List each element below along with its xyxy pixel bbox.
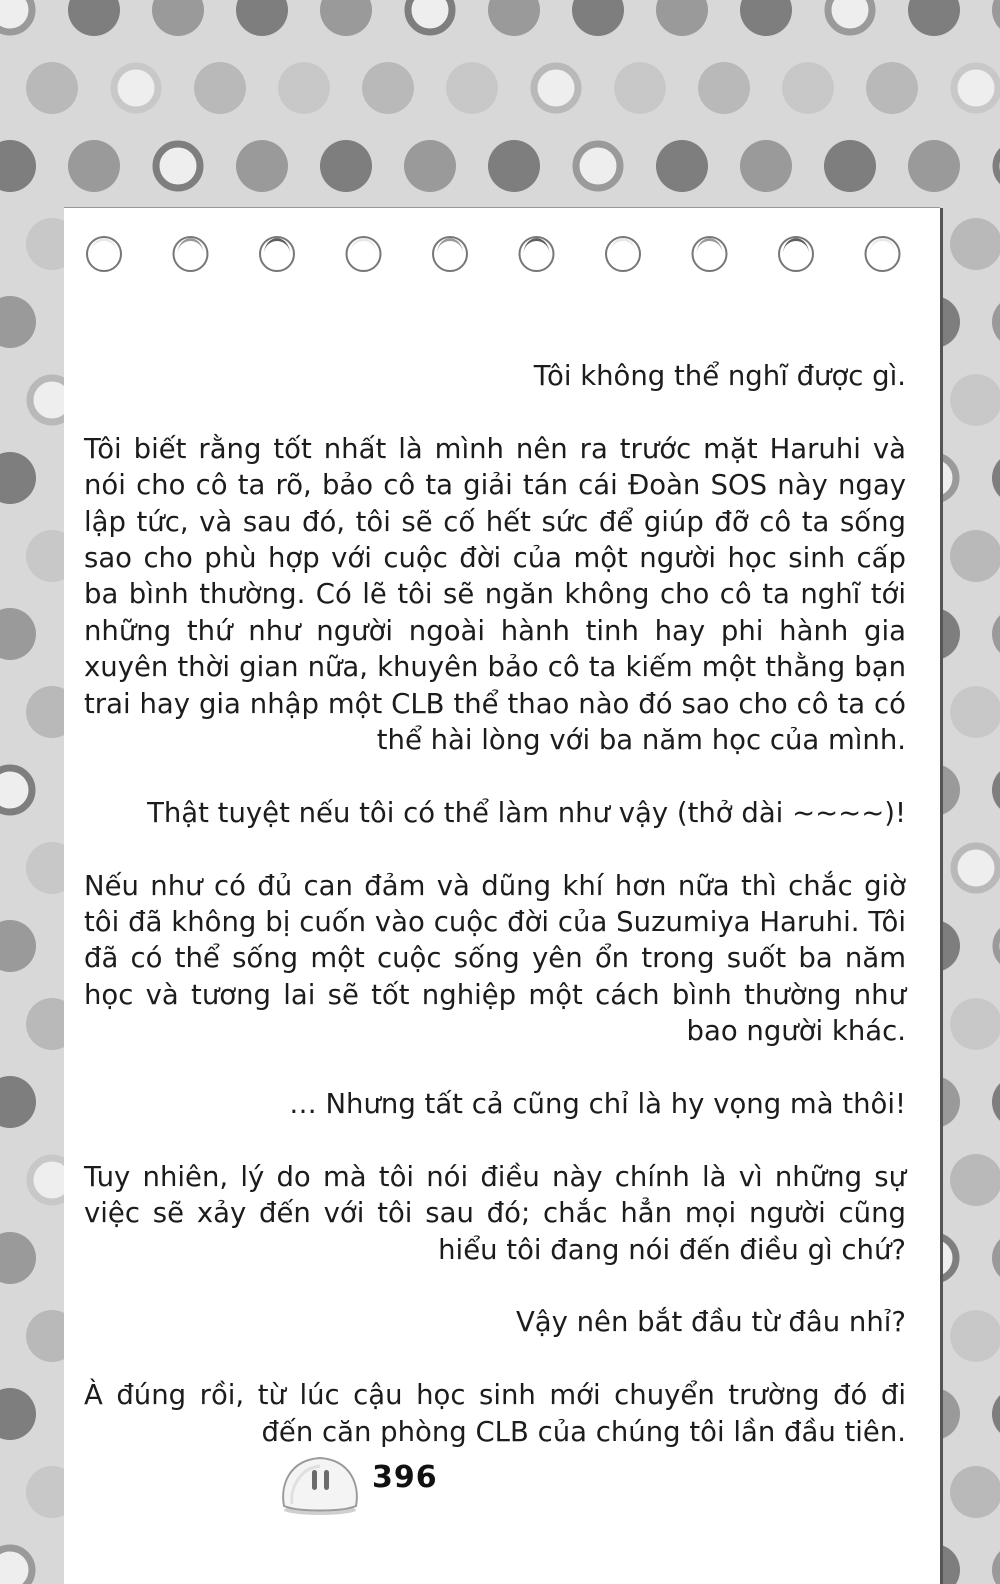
- binder-rings: [84, 234, 920, 274]
- background-dot: [0, 1076, 36, 1128]
- page-number: 396: [372, 1460, 438, 1495]
- binder-ring-icon: [693, 237, 727, 271]
- blob-mascot-icon: [272, 1448, 368, 1518]
- background-dot: [156, 144, 200, 188]
- background-dot: [0, 452, 36, 504]
- background-dot: [698, 62, 750, 114]
- background-dot: [362, 62, 414, 114]
- background-dot: [950, 218, 1000, 270]
- background-dot: [908, 0, 960, 36]
- background-dot: [866, 62, 918, 114]
- background-dot: [996, 144, 1000, 188]
- background-dot: [740, 0, 792, 36]
- background-dot: [0, 1388, 36, 1440]
- page-footer: [272, 1448, 512, 1518]
- background-dot: [320, 0, 372, 36]
- background-dot: [0, 140, 36, 192]
- background-dot: [828, 0, 872, 32]
- background-dot: [278, 62, 330, 114]
- background-dot: [992, 1544, 1000, 1584]
- background-dot: [954, 66, 998, 110]
- background-dot: [824, 140, 876, 192]
- binder-ring-icon: [520, 237, 554, 271]
- background-dot: [68, 0, 120, 36]
- background-dot: [68, 140, 120, 192]
- background-dot: [740, 140, 792, 192]
- background-dot: [996, 924, 1000, 968]
- background-dot: [26, 62, 78, 114]
- paragraph-7: Vậy nên bắt đầu từ đâu nhỉ?: [515, 1306, 906, 1339]
- background-dot: [0, 768, 32, 812]
- background-dot: [0, 608, 36, 660]
- background-dot: [576, 144, 620, 188]
- background-dot: [408, 0, 452, 32]
- binder-ring-icon: [174, 237, 208, 271]
- background-dot: [782, 62, 834, 114]
- background-dot: [320, 140, 372, 192]
- background-dot: [534, 66, 578, 110]
- background-dot: [992, 452, 1000, 504]
- background-dot: [0, 1548, 32, 1584]
- background-dot: [0, 0, 32, 32]
- background-dot: [992, 1076, 1000, 1128]
- binder-ring-icon: [260, 237, 294, 271]
- background-dot: [954, 846, 998, 890]
- background-dot: [950, 998, 1000, 1050]
- binder-ring-icon: [779, 237, 813, 271]
- background-dot: [950, 1310, 1000, 1362]
- background-dot: [992, 1232, 1000, 1284]
- background-dot: [236, 140, 288, 192]
- background-dot: [614, 62, 666, 114]
- paragraph-1: Tôi không thể nghĩ được gì.: [533, 360, 906, 392]
- binder-ring-icon: [87, 237, 121, 271]
- background-dot: [488, 140, 540, 192]
- background-dot: [194, 62, 246, 114]
- page-text: [84, 358, 906, 1486]
- book-page: [64, 208, 940, 1584]
- background-dot: [992, 608, 1000, 660]
- background-dot: [236, 0, 288, 36]
- paragraph-2: Tôi biết rằng tốt nhất là mình nên ra trước mặt Haruhi và nói cho cô ta rõ, bảo cô ta giải tán cái Đoàn SOS này ngay lập tức, và sau đó, tôi sẽ cố hết sức để giúp đỡ cô ta sống sao cho phù hợp với cuộc đời của một người học sinh cấp ba bình thường. Có lẽ tôi sẽ ngăn không cho cô ta nghĩ tới những thứ như người ngoài hành tinh hay phi hành gia xuyên thời gian nữa, khuyên bảo cô ta kiếm một thằng bạn trai hay gia nhập một CLB thể thao nào đó sao cho cô ta có thể hài lòng với ba năm học của mình.: [84, 432, 906, 757]
- background-dot: [0, 920, 36, 972]
- binder-ring-icon: [433, 237, 467, 271]
- background-dot: [950, 1466, 1000, 1518]
- background-dot: [0, 1232, 36, 1284]
- background-dot: [992, 764, 1000, 816]
- background-dot: [488, 0, 540, 36]
- background-dot: [0, 296, 36, 348]
- background-dot: [656, 140, 708, 192]
- background-dot: [114, 66, 158, 110]
- background-dot: [950, 530, 1000, 582]
- background-dot: [152, 0, 204, 36]
- background-dot: [572, 0, 624, 36]
- paragraph-6: Tuy nhiên, lý do mà tôi nói điều này chính là vì những sự việc sẽ xảy đến với tôi sau đó; chắc hẳn mọi người cũng hiểu tôi đang nói đến điều gì chứ?: [84, 1160, 906, 1266]
- paragraph-3: Thật tuyệt nếu tôi có thể làm như vậy (thở dài ~~~~)!: [147, 796, 906, 829]
- background-dot: [404, 140, 456, 192]
- binder-ring-icon: [606, 237, 640, 271]
- background-dot: [992, 296, 1000, 348]
- background-dot: [950, 1154, 1000, 1206]
- background-dot: [992, 1388, 1000, 1440]
- binder-ring-icon: [347, 237, 381, 271]
- binder-ring-icon: [866, 237, 900, 271]
- background-dot: [992, 0, 1000, 36]
- background-dot: [446, 62, 498, 114]
- paragraph-4: Nếu như có đủ can đảm và dũng khí hơn nữa thì chắc giờ tôi đã không bị cuốn vào cuộc đời của Suzumiya Haruhi. Tôi đã có thể sống một cuộc sống yên ổn trong suốt ba năm học và tương lai sẽ tốt nghiệp một cách bình thường như bao người khác.: [84, 869, 906, 1048]
- background-dot: [950, 374, 1000, 426]
- background-dot: [908, 140, 960, 192]
- background-dot: [656, 0, 708, 36]
- paragraph-5: … Nhưng tất cả cũng chỉ là hy vọng mà thôi!: [289, 1088, 906, 1121]
- background-dot: [950, 686, 1000, 738]
- paragraph-8: À đúng rồi, từ lúc cậu học sinh mới chuyển trường đó đi đến căn phòng CLB của chúng tôi lần đầu tiên.: [84, 1379, 906, 1448]
